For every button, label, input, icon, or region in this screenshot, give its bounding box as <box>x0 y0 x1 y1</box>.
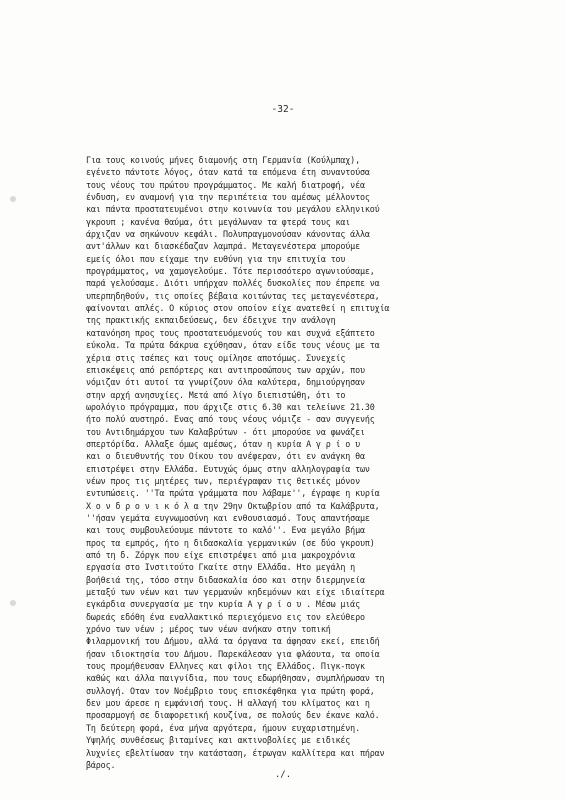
continuation-mark: ./. <box>274 770 292 780</box>
text-line: και ο διευθυντής του Οίκου του ανέφεραν, ότι εν ανάγκη θα <box>86 451 365 462</box>
text-line: αντ'άλλων και διασκέδαζαν λαμπρά. Μεταγενέστερα μπορούμε <box>86 241 360 252</box>
text-line: χέρια στις τσέπες και τους ομίλησε αποτόμως. Συνεχείς <box>86 352 346 363</box>
text-line: τους νέους του πρώτου προγράμματος. Με καλή διατροφή, νέα <box>86 179 365 190</box>
text-line: εντυπώσεις. ''Τα πρώτα γράμματα που λάβαμε'', έγραφε η κυρία <box>86 488 380 499</box>
text-line: σπερτόρίδα. Αλλαξε όμως αμέσως, όταν η κυρία Α γ ρ ί ο υ <box>86 438 360 449</box>
text-line: ένδυση, εν αναμονή για την περιπέτεια του αμέσως μέλλοντος <box>86 192 370 203</box>
text-line: μεταξύ των νέων και των γερμανών κηδεμόνων και είχε ιδιαίτερα <box>86 587 385 598</box>
text-line: του Αντιδημάρχου των Καλαβρύτων - ότι μπορούσε να φωνάζει <box>86 426 365 437</box>
text-line: ωρολόγιο πρόγραμμα, που άρχιζε στις 6.30 και τελείωνε 21.30 <box>86 401 375 412</box>
page-number: -32- <box>271 104 295 115</box>
text-line: βάρος. <box>86 759 116 770</box>
text-line: εύκολα. Τα πρώτα δάκρυα εχύθησαν, όταν είδε τους νέους με τα <box>86 340 380 351</box>
text-line: Τη δεύτερη φορά, ένα μήνα αργότερα, ήμουν ευχαριστημένη. <box>86 722 360 733</box>
text-line: της πρακτικής εκπαιδεύσεως, δεν έδειχνε την ανάλογη <box>86 315 336 326</box>
text-line: γκρουπ ; κανένα θαύμα, ότι μεγάλωναν τα φτερά τους και <box>86 216 351 227</box>
text-line: Χ ο ν δ ρ ο ν ι κ ό λ α την 29ην Οκτωβρίου από τα Καλάβρυτα, <box>86 500 380 511</box>
text-line: παρά γελούσαμε. Διότι υπήρχαν πολλές δυσκολίες που έπρεπε να <box>86 278 380 289</box>
text-line: και τους συμβουλεύουμε πάντοτε το καλό''. Ενα μεγάλο βήμα <box>86 525 365 536</box>
text-line: Υψηλής συνθέσεως βιταμίνες και ακτινοβολίες με ειδικές <box>86 735 351 746</box>
text-line: τους προμήθευσαν Ελληνες και φίλοι της Ελλάδος. Πιγκ-πογκ <box>86 661 365 672</box>
text-line: στην αρχή ανησυχίες. Μετά από λίγο διεπιστώθη, ότι το <box>86 389 346 400</box>
text-line: Για τους κοινούς μήνες διαμονής στη Γερμανία (Κούλμπαχ), <box>86 155 360 165</box>
text-line: νόμιζαν ότι αυτοί τα γνωρίζουν όλα καλύτερα, δημιούργησαν <box>86 377 365 388</box>
text-line: προγράμματος, να χαμογελούμε. Τότε περισσότερο αγωνιούσαμε, <box>86 266 375 277</box>
text-line: προσαρμογή σε διαφορετική κουζίνα, σε πολούς δεν έκανε καλό. <box>86 710 380 721</box>
text-line: επισκέψεις από ρεπόρτερς και αντιπροσώπους των αρχών, που <box>86 364 365 375</box>
text-line: ήτο πολύ αυστηρό. Ενας από τους νέους νόμιζε - σαν συγγενής <box>86 414 375 425</box>
text-line: Φιλαρμονική του Δήμου, αλλά τα όργανα τα άφησαν εκεί, επειδή <box>86 636 380 647</box>
text-line: άρχιζαν να σηκώνουν κεφάλι. Πολυπραγμονούσαν κάνοντας άλλα <box>86 229 370 240</box>
punch-hole <box>10 196 16 202</box>
text-line: βοήθειά της, τόσο στην διδασκαλία όσο και στην διερμηνεία <box>86 574 365 585</box>
text-line: συλλογή. Οταν τον Νοέμβριο τους επισκέφθηκα για πρώτη φορά, <box>86 685 375 696</box>
text-line: λυχνίες εβελτίωσαν την κατάσταση, έτρωγαν καλλίτερα και πήραν <box>86 747 385 758</box>
text-line: εγένετο πάντοτε λόγος, όταν κατά τα επόμενα έτη συναντούσα <box>86 167 370 178</box>
text-line: φαίνονται απλές. Ο κύριος στον οποίον είχε ανατεθεί η επιτυχία <box>86 303 390 314</box>
text-line: κατανόηση προς τους προστατευόμενούς του και συχνά εξάπτετο <box>86 327 375 338</box>
text-line: προς τα εμπρός, ήτο η διδασκαλία γερμανικών (σε δύο γκρουπ) <box>86 537 375 548</box>
text-line: και πάντα προστατευμένοι στην κοινωνία του μεγάλου ελληνικού <box>86 204 380 215</box>
text-line: νέων προς τις μητέρες των, περιέγραφαν τις θετικές μόνον <box>86 475 360 486</box>
text-line: χρόνο των νέων ; μέρος των νέων ανήκαν στην τοπική <box>86 624 331 635</box>
text-line: καθώς και άλλα παιγνίδια, που τους εδωρήθησαν, συμπλήρωσαν τη <box>86 673 385 684</box>
text-line: ήσαν ιδιοκτησία του Δήμου. Παρεκάλεσαν για φλάουτα, τα οποία <box>86 648 380 659</box>
body-text <box>86 154 526 771</box>
text-line: εργασία στο Ινστιτούτο Γκαίτε στην Ελλάδα. Ητο μεγάλη η <box>86 562 356 573</box>
punch-hole <box>10 600 16 606</box>
text-line: δωρεάς εδόθη ένα εναλλακτικό περιεχόμενο εις τον ελεύθερο <box>86 611 365 622</box>
text-line: εμείς όλοι που είχαμε την ευθύνη για την επιτυχία του <box>86 253 346 264</box>
text-line: επιστρέψει στην Ελλάδα. Ευτυχώς όμως στην αλληλογραφία των <box>86 463 370 474</box>
text-line: ''ήσαν γεμάτα ευγνωμοσύνη και ενθουσιασμό. Τους απαντήσαμε <box>86 512 370 523</box>
text-line: δεν μου άρεσε η εμφάνισή τους. Η αλλαγή του κλίματος και η <box>86 698 370 709</box>
text-line: υπερπηδηθούν, τις οποίες βέβαια κοιτώντας τες μεταγενέστερα, <box>86 290 380 301</box>
text-line: από τη δ. Ζόργκ που είχε επιστρέψει από μια μακροχρόνια <box>86 550 356 560</box>
text-line: εγκάρδια συνεργασία με την κυρία Α γ ρ ί ο υ . Μέσω μιάς <box>86 599 360 610</box>
